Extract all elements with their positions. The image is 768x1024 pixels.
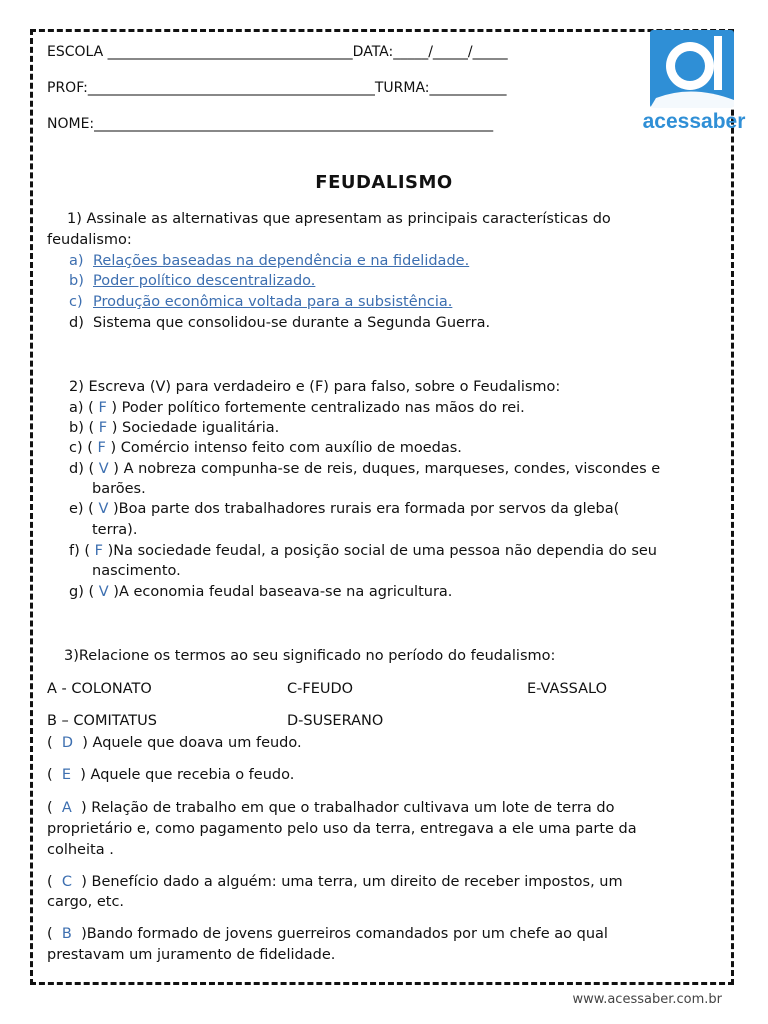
name-field[interactable]: NOME:_________________________________________________________ [47, 116, 494, 132]
answer-mark[interactable]: E [61, 767, 72, 783]
q2-item-b: b) ( F ) Sociedade igualitária. [69, 420, 280, 436]
answer-mark[interactable]: V [98, 584, 109, 600]
q3-item-4: ( C ) Benefício dado a alguém: uma terra, um direito de receber impostos, um [47, 874, 623, 890]
answer-mark[interactable]: F [94, 543, 103, 559]
q1-option-a-letter: a) [69, 253, 84, 269]
item-text: ) Relação de trabalho em que o trabalhador cultivava um lote de terra do [81, 800, 615, 816]
q1-option-a[interactable]: Relações baseadas na dependência e na fidelidade. [93, 253, 470, 269]
answer-mark[interactable]: A [61, 800, 72, 816]
svg-text:acessaber: acessaber [642, 110, 746, 133]
school-field[interactable]: ESCOLA ___________________________________DATA:_____/_____/_____ [47, 44, 508, 60]
item-text: ) A nobreza compunha-se de reis, duques, marqueses, condes, viscondes e [113, 461, 661, 477]
q2-item-d-cont: barões. [92, 481, 146, 497]
term-vassalo: E-VASSALO [527, 681, 608, 697]
item-text: )Boa parte dos trabalhadores rurais era formada por servos da gleba( [113, 501, 620, 517]
acessaber-logo [642, 28, 746, 133]
q2-item-e: e) ( V )Boa parte dos trabalhadores rurais era formada por servos da gleba( [69, 501, 620, 517]
item-text: )Bando formado de jovens guerreiros comandados por um chefe ao qual [81, 926, 608, 942]
q2-item-g: g) ( V )A economia feudal baseava-se na agricultura. [69, 584, 453, 600]
item-letter: f) [69, 543, 80, 559]
q3-prompt: 3)Relacione os termos ao seu significado no período do feudalismo: [64, 648, 556, 664]
item-text: ) Sociedade igualitária. [111, 420, 280, 436]
item-letter: b) [69, 420, 84, 436]
item-letter: a) [69, 400, 84, 416]
item-letter: c) [69, 440, 83, 456]
q1-option-c[interactable]: Produção econômica voltada para a subsistência. [93, 294, 453, 310]
q3-item-5-line2: prestavam um juramento de fidelidade. [47, 947, 336, 963]
q2-item-d: d) ( V ) A nobreza compunha-se de reis, duques, marqueses, condes, viscondes e [69, 461, 661, 477]
q1-option-d-letter: d) [69, 315, 84, 331]
item-letter: g) [69, 584, 84, 600]
term-feudo: C-FEUDO [287, 681, 354, 697]
q2-item-f-cont: nascimento. [92, 563, 181, 579]
teacher-field[interactable]: PROF:_________________________________________TURMA:___________ [47, 80, 507, 96]
q1-prompt-line2: feudalismo: [47, 232, 132, 248]
answer-mark[interactable]: F [97, 440, 106, 456]
item-text: ) Comércio intenso feito com auxílio de moedas. [110, 440, 462, 456]
q3-item-2: ( E ) Aquele que recebia o feudo. [47, 767, 295, 783]
q1-option-b-letter: b) [69, 273, 84, 289]
q3-item-1: ( D ) Aquele que doava um feudo. [47, 735, 302, 751]
q2-item-f: f) ( F )Na sociedade feudal, a posição social de uma pessoa não dependia do seu [69, 543, 657, 559]
q3-item-3: ( A ) Relação de trabalho em que o trabalhador cultivava um lote de terra do [47, 800, 615, 816]
q3-item-3-line2: proprietário e, como pagamento pelo uso da terra, entregava a ele uma parte da [47, 821, 637, 837]
item-text: ) Benefício dado a alguém: uma terra, um direito de receber impostos, um [81, 874, 623, 890]
q1-option-b[interactable]: Poder político descentralizado. [93, 273, 316, 289]
answer-mark[interactable]: V [98, 501, 109, 517]
answer-mark[interactable]: V [98, 461, 109, 477]
item-text: ) Aquele que recebia o feudo. [80, 767, 295, 783]
footer-url[interactable]: www.acessaber.com.br [572, 992, 722, 1007]
q2-item-c: c) ( F ) Comércio intenso feito com auxílio de moedas. [69, 440, 462, 456]
q1-prompt-line1: 1) Assinale as alternativas que apresentam as principais características do [67, 211, 611, 227]
answer-mark[interactable]: B [61, 926, 72, 942]
term-colonato: A - COLONATO [47, 681, 152, 697]
item-text: )A economia feudal baseava-se na agricultura. [113, 584, 453, 600]
q1-option-d: Sistema que consolidou-se durante a Segunda Guerra. [93, 315, 491, 331]
q2-item-e-cont: terra). [92, 522, 138, 538]
q2-prompt: 2) Escreva (V) para verdadeiro e (F) para falso, sobre o Feudalismo: [69, 379, 561, 395]
item-letter: d) [69, 461, 84, 477]
item-text: ) Poder político fortemente centralizado nas mãos do rei. [111, 400, 525, 416]
answer-mark[interactable]: F [98, 400, 107, 416]
term-comitatus: B – COMITATUS [47, 713, 157, 729]
q1-option-c-letter: c) [69, 294, 83, 310]
q2-item-a: a) ( F ) Poder político fortemente centralizado nas mãos do rei. [69, 400, 525, 416]
q3-item-3-line3: colheita . [47, 842, 114, 858]
q3-item-5: ( B )Bando formado de jovens guerreiros comandados por um chefe ao qual [47, 926, 608, 942]
answer-mark[interactable]: D [61, 735, 74, 751]
item-letter: e) [69, 501, 84, 517]
page-title: FEUDALISMO [315, 172, 453, 193]
term-suserano: D-SUSERANO [287, 713, 384, 729]
answer-mark[interactable]: F [98, 420, 108, 436]
answer-mark[interactable]: C [61, 874, 73, 890]
item-text: )Na sociedade feudal, a posição social de uma pessoa não dependia do seu [107, 543, 657, 559]
q3-item-4-line2: cargo, etc. [47, 894, 125, 910]
item-text: ) Aquele que doava um feudo. [82, 735, 302, 751]
